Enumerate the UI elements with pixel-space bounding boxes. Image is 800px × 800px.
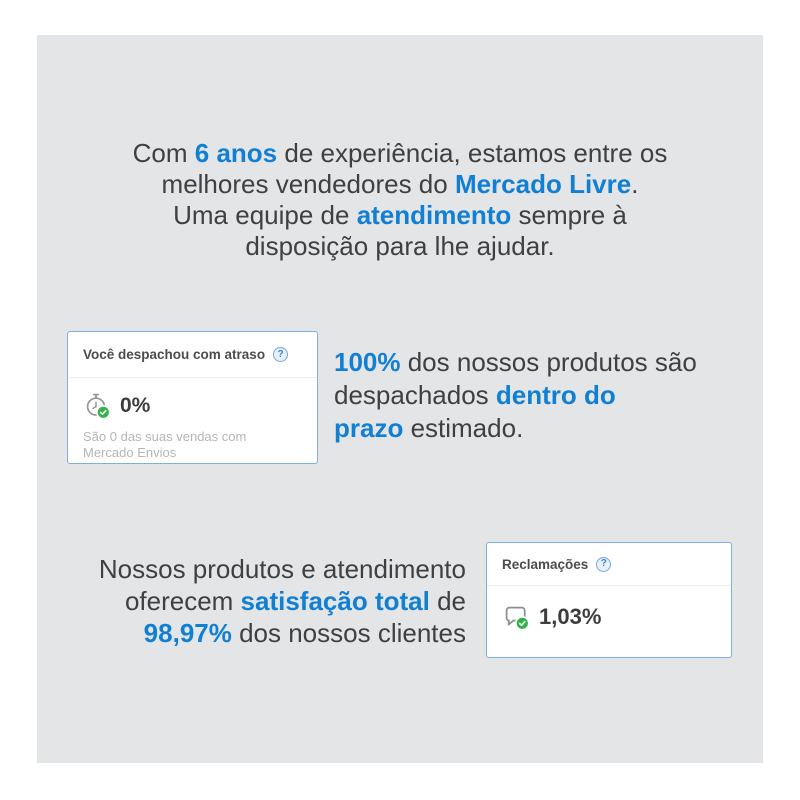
- shipping-delay-value: 0%: [120, 394, 151, 417]
- shipping-delay-card: [67, 331, 318, 464]
- shipping-claim-text: [334, 346, 749, 445]
- shipping-card-body: [68, 378, 317, 461]
- intro-text: [37, 138, 763, 262]
- claims-metric-row: [502, 603, 716, 631]
- intro-run: .: [631, 169, 639, 199]
- shipping-run: despachados: [334, 380, 496, 410]
- intro-run: disposição para lhe ajudar.: [245, 231, 555, 261]
- shipping-highlight-pct: 100%: [334, 347, 401, 377]
- claims-card-header: [487, 543, 731, 586]
- shipping-run: estimado.: [403, 413, 524, 443]
- satisfaction-run: Nossos produtos e atendimento: [98, 554, 466, 584]
- claims-rate-value: 1,03%: [539, 604, 602, 629]
- promo-panel: [37, 35, 763, 763]
- help-icon[interactable]: ?: [596, 557, 611, 572]
- satisfaction-run: oferecem: [124, 586, 241, 616]
- claims-card: [486, 542, 732, 658]
- satisfaction-run: de: [429, 586, 466, 616]
- satisfaction-highlight-pct: 98,97%: [143, 618, 232, 648]
- claims-card-title: Reclamações: [502, 556, 589, 572]
- shipping-card-header: [68, 332, 317, 378]
- claims-card-body: [487, 586, 731, 631]
- intro-run: sempre à: [511, 200, 627, 230]
- satisfaction-claim-text: [99, 553, 466, 649]
- shipping-footnote: São 0 das suas vendas com Mercado Envios: [83, 429, 247, 460]
- speech-bubble-check-icon: [502, 603, 530, 631]
- intro-run: Com: [132, 138, 195, 168]
- shipping-card-title: Você despachou com atraso: [83, 347, 266, 362]
- shipping-run: dos nossos produtos são: [400, 347, 697, 377]
- intro-highlight-years: 6 anos: [194, 138, 278, 168]
- shipping-highlight-ontime-b: prazo: [334, 413, 404, 443]
- intro-highlight-brand: Mercado Livre: [454, 169, 632, 199]
- shipping-highlight-ontime-a: dentro do: [495, 380, 616, 410]
- intro-run: Uma equipe de: [173, 200, 357, 230]
- satisfaction-highlight-total: satisfação total: [240, 586, 430, 616]
- intro-run: de experiência, estamos entre os: [277, 138, 668, 168]
- clock-check-icon: [83, 392, 111, 420]
- intro-highlight-support: atendimento: [356, 200, 512, 230]
- intro-run: melhores vendedores do: [161, 169, 455, 199]
- shipping-metric-row: [83, 392, 302, 420]
- help-icon[interactable]: ?: [273, 347, 288, 362]
- satisfaction-run: dos nossos clientes: [231, 618, 466, 648]
